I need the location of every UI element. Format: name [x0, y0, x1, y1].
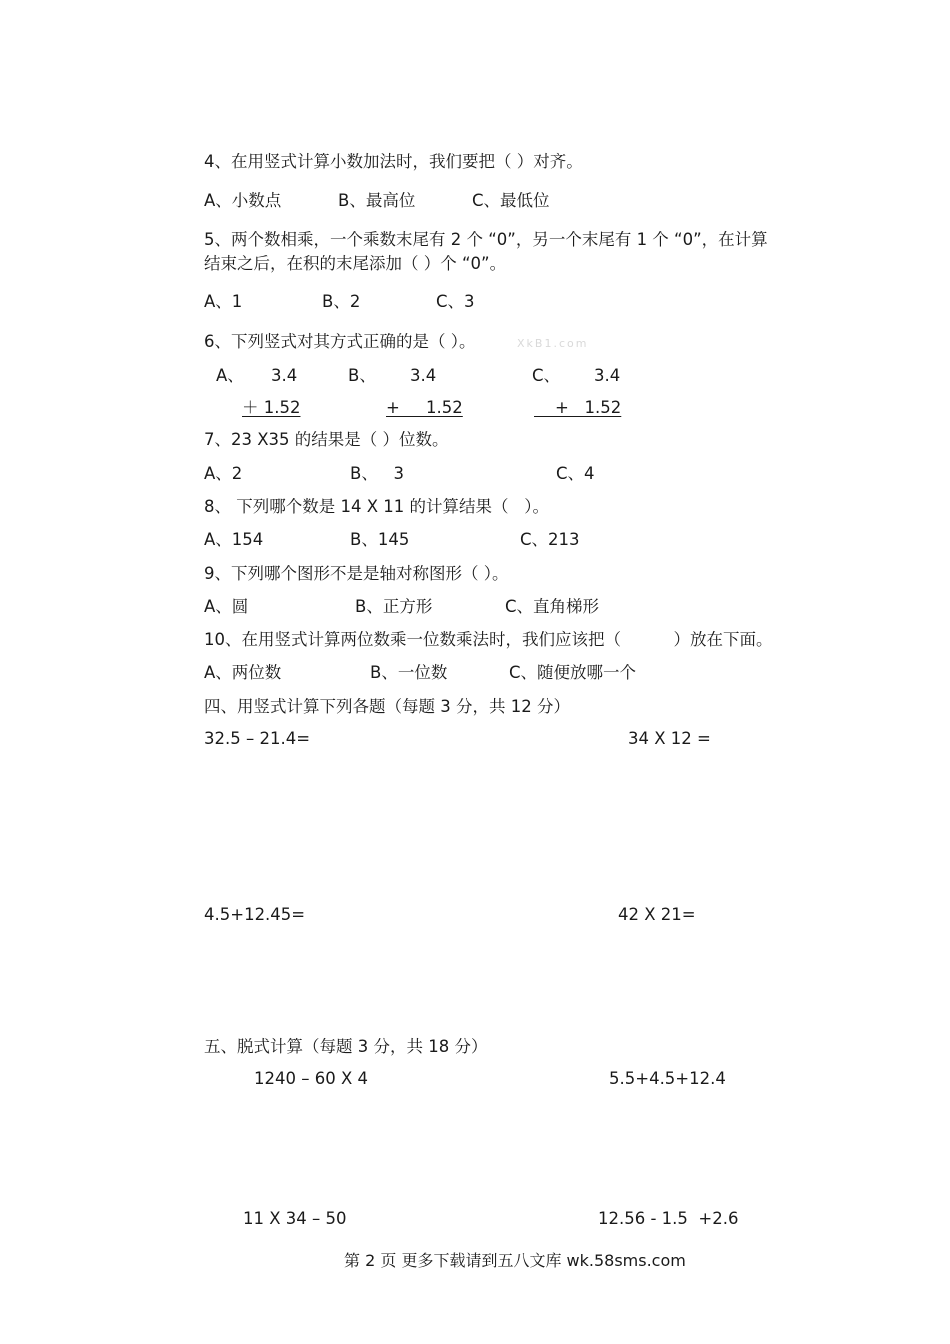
watermark: XkB1.com	[517, 337, 589, 350]
q9-option-a: A、圆	[204, 597, 249, 616]
q10-option-b: B、一位数	[370, 663, 448, 682]
q10-option-a: A、两位数	[204, 663, 282, 682]
q6-option-c-bottom: + 1.52	[534, 398, 622, 417]
q6-option-c-top: 3.4	[594, 366, 621, 385]
q5-option-c: C、3	[436, 292, 475, 311]
problem-5-4: 12.56 - 1.5 +2.6	[598, 1209, 739, 1228]
problem-4-3: 4.5+12.45=	[204, 905, 306, 924]
section-4-heading: 四、用竖式计算下列各题（每题 3 分，共 12 分）	[204, 697, 570, 716]
q4-option-b: B、最高位	[338, 191, 416, 210]
q6-option-c-label: C、	[532, 366, 561, 385]
question-9: 9、下列哪个图形不是是轴对称图形（ ）。	[204, 564, 509, 583]
q9-option-c: C、直角梯形	[505, 597, 600, 616]
problem-5-3: 11 X 34 – 50	[243, 1209, 347, 1228]
question-5-line-1: 5、两个数相乘，一个乘数末尾有 2 个 “0”，另一个末尾有 1 个 “0”，在计算	[204, 230, 768, 249]
q7-option-c: C、4	[556, 464, 595, 483]
problem-5-1: 1240 – 60 X 4	[254, 1069, 369, 1088]
q8-option-c: C、213	[520, 530, 580, 549]
q4-option-a: A、小数点	[204, 191, 282, 210]
q5-option-b: B、2	[322, 292, 361, 311]
q7-option-b: B、 3	[350, 464, 405, 483]
q6-option-a-bottom: ＋ 1.52	[242, 398, 301, 417]
q6-option-a-top: 3.4	[271, 366, 298, 385]
q7-option-a: A、2	[204, 464, 243, 483]
question-5-line-2: 结束之后，在积的末尾添加（ ）个 “0”。	[204, 254, 507, 273]
problem-4-4: 42 X 21=	[618, 905, 696, 924]
q8-option-b: B、145	[350, 530, 410, 549]
page-footer: 第 2 页 更多下载请到五八文库 wk.58sms.com	[344, 1251, 686, 1270]
q10-option-c: C、随便放哪一个	[509, 663, 637, 682]
q6-option-a-label: A、	[216, 366, 244, 385]
q4-option-c: C、最低位	[472, 191, 550, 210]
question-10: 10、在用竖式计算两位数乘一位数乘法时，我们应该把（ ）放在下面。	[204, 630, 773, 649]
q6-option-b-top: 3.4	[410, 366, 437, 385]
section-5-heading: 五、脱式计算（每题 3 分，共 18 分）	[204, 1037, 488, 1056]
question-8: 8、 下列哪个数是 14 X 11 的计算结果（ ）。	[204, 497, 550, 516]
question-7: 7、23 X35 的结果是（ ）位数。	[204, 430, 449, 449]
question-6: 6、下列竖式对其方式正确的是（ ）。	[204, 332, 476, 351]
q5-option-a: A、1	[204, 292, 243, 311]
problem-5-2: 5.5+4.5+12.4	[609, 1069, 726, 1088]
problem-4-1: 32.5 – 21.4=	[204, 729, 311, 748]
q6-option-b-bottom: + 1.52	[386, 398, 463, 417]
question-4: 4、在用竖式计算小数加法时，我们要把（ ）对齐。	[204, 152, 583, 171]
q9-option-b: B、正方形	[355, 597, 433, 616]
q8-option-a: A、154	[204, 530, 264, 549]
q6-option-b-label: B、	[348, 366, 376, 385]
problem-4-2: 34 X 12 =	[628, 729, 711, 748]
